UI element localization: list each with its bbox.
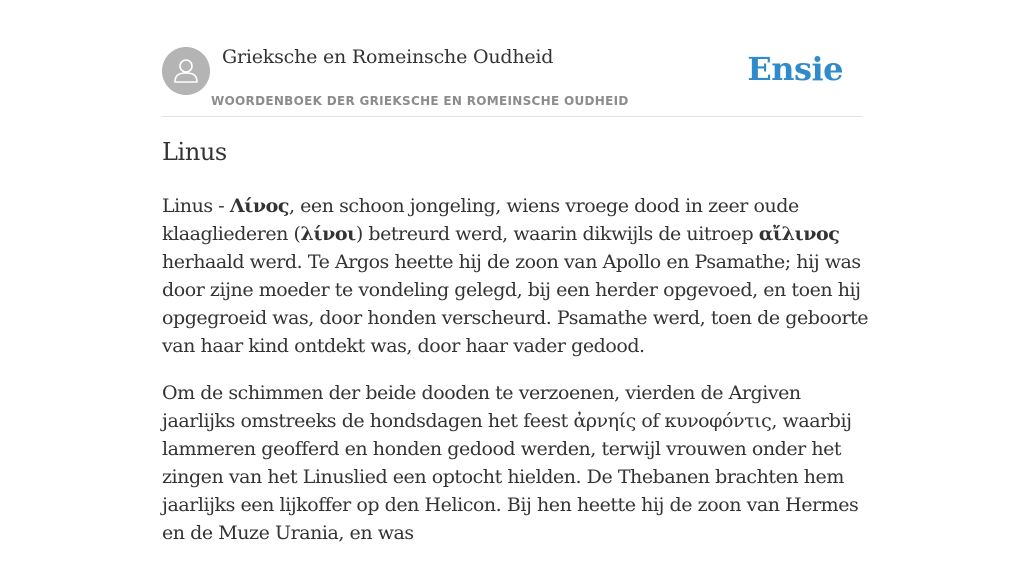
paragraph-1 [162, 192, 870, 360]
greek-term: Λίνος [229, 195, 289, 217]
text: herhaald werd. Te Argos heette hij de zoon van Apollo en Psamathe; hij was door zijne moeder te vondeling gelegd, bij een herder opgevoed, en toen hij opgegroeid was, door honden verscheurd. Psamathe werd, toen de geboorte van haar kind ontdekt was, door haar vader gedood. [162, 251, 869, 357]
text: ) betreurd werd, waarin dikwijls de uitroep [355, 223, 759, 245]
text: , waarbij lammeren geofferd en honden gedood werden, terwijl vrouwen onder het zingen van het Linuslied een optocht hielden. De Thebanen brachten hem jaarlijks een lijkoffer op den Helicon. Bij hen heette hij de zoon van Hermes en de Muze Urania, en was [162, 410, 859, 544]
user-avatar-icon[interactable] [162, 47, 210, 95]
brand-logo[interactable]: Ensie [747, 50, 843, 88]
greek-term: αἴλινος [758, 223, 840, 245]
site-title[interactable]: Grieksche en Romeinsche Oudheid [222, 46, 554, 68]
greek-term: λίνοι [300, 223, 356, 245]
text: Om de schimmen der beide dooden te verzoenen, vierden de Argiven jaarlijks omstreeks de hondsdagen het feest [162, 382, 801, 432]
article-title: Linus [162, 138, 227, 166]
greek-term: κυνοφόντις [664, 410, 772, 432]
text: Linus - [162, 195, 230, 217]
greek-term: ἀρνηίς [573, 410, 636, 432]
paragraph-2 [162, 379, 870, 547]
site-header [162, 0, 862, 117]
user-silhouette-icon [162, 47, 210, 95]
page [162, 0, 869, 544]
article-body [162, 192, 870, 566]
text: of [635, 410, 665, 432]
site-subtitle: WOORDENBOEK DER GRIEKSCHE EN ROMEINSCHE OUDHEID [211, 94, 629, 108]
text: , een schoon jongeling, wiens vroege dood in zeer oude klaagliederen ( [162, 195, 799, 245]
